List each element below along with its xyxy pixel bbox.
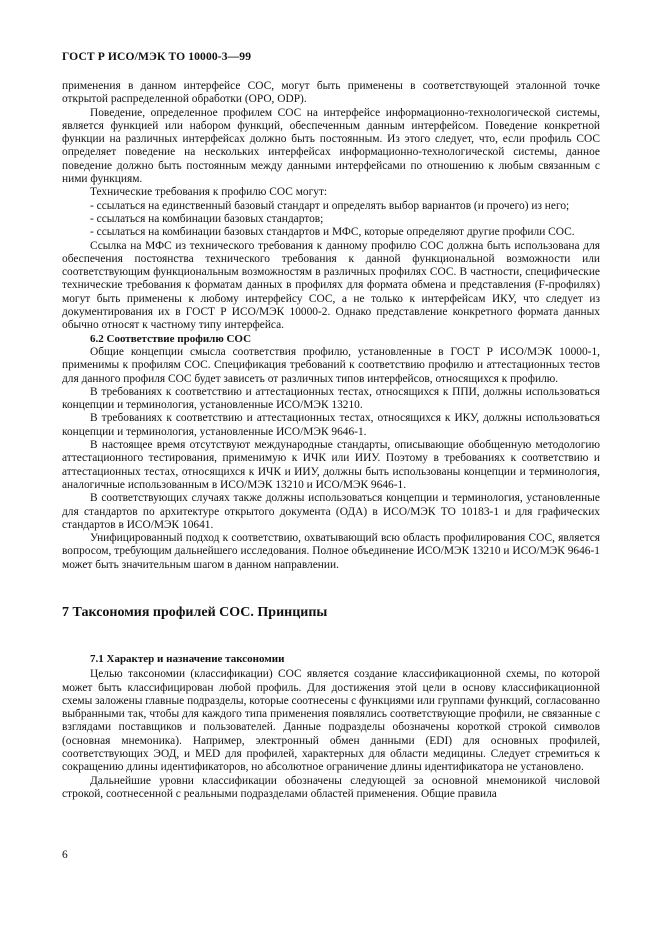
paragraph: В соответствующих случаях также должны использоваться концепции и терминология, установленные для стандартов по архитектуре открытого документа (ОДА) в ИСО/МЭК ТО 10183-1 и для графических стандартов в ИСО/МЭК 10641. bbox=[62, 492, 600, 531]
document-body bbox=[62, 80, 600, 801]
paragraph: Технические требования к профилю СОС могут: bbox=[90, 186, 328, 199]
list-item: - ссылаться на единственный базовый стандарт и определять выбор вариантов (и прочего) из него; bbox=[90, 199, 570, 212]
list-item: - ссылаться на комбинации базовых стандартов и МФС, которые определяют другие профили СОС. bbox=[90, 226, 575, 239]
section-7-heading: 7 Таксономия профилей СОС. Принципы bbox=[62, 604, 328, 620]
paragraph: В требованиях к соответствию и аттестационных тестах, относящихся к ППИ, должны использоваться концепции и терминология, установленные ИСО/МЭК 13210. bbox=[62, 385, 600, 412]
paragraph: применения в данном интерфейсе СОС, могут быть применены в соответствующей эталонной точке открытой распределенной обработки (ОРО, ODP). bbox=[62, 80, 600, 106]
paragraph: В требованиях к соответствию и аттестационных тестах, относящихся к ИКУ, должны использоваться концепции и терминология, установленные ИСО/МЭК 9646-1. bbox=[62, 412, 600, 438]
paragraph: Унифицированный подход к соответствию, охватывающий всю область профилирования СОС, является вопросом, требующим дальнейшего исследования. Полное объединение ИСО/МЭК 13210 и ИСО/МЭК 9646-1 может быть значительным шагом в данном направлении. bbox=[62, 532, 600, 571]
paragraph: Ссылка на МФС из технического требования к данному профилю СОС должна быть использована для обеспечения постоянства технического требования к данной функциональной возможности или соответствующим функциональным возможностям в различных профилях СОС. В частности, специфические технические требования к форматам данных в профилях для формата обмена и представления (F-профилях) могут быть применены к любому интерфейсу СОС, а не только к интерфейсам ИКУ, что следует из документирования их в ГОСТ Р ИСО/МЭК 10000-2. Однако представление конкретного формата данных обычно относят к частному типу интерфейса. bbox=[62, 239, 600, 332]
paragraph: Поведение, определенное профилем СОС на интерфейсе информационно-технологической системы, является функцией или набором функций, обеспеченным данным интерфейсом. Поведение конкретной функции на различных интерфейсах должно быть постоянным. Из этого следует, что, если профиль СОС определяет поведение на нескольких интерфейсах информационно-технологической системы, данное поведение должно быть постоянным между данными интерфейсами по отношению к любым связанным с ними функциям. bbox=[62, 106, 600, 186]
section-6-2-heading: 6.2 Соответствие профилю СОС bbox=[90, 332, 252, 345]
list-item: - ссылаться на комбинации базовых стандартов; bbox=[90, 212, 324, 225]
paragraph: В настоящее время отсутствуют международные стандарты, описывающие обобщенную методологию аттестационного тестирования, применимую к ИЧК или ИИУ. Поэтому в требованиях к соответствию и аттестационных тестах, относящихся к ИЧК и ИИУ, должны быть использованы концепции и терминология, аналогичные использованным в ИСО/МЭК 13210 и ИСО/МЭК 9646-1. bbox=[62, 439, 600, 491]
paragraph: Общие концепции смысла соответствия профилю, установленные в ГОСТ Р ИСО/МЭК 10000-1, применимы к профилям СОС. Спецификация требований к соответствию профилю и аттестационных тестов для данного профиля СОС будет зависеть от различных типов интерфейсов, относящихся к профилю. bbox=[62, 345, 600, 385]
page-number: 6 bbox=[62, 849, 68, 861]
page-header-title: ГОСТ Р ИСО/МЭК ТО 10000-3—99 bbox=[62, 50, 252, 63]
section-7-1-heading: 7.1 Характер и назначение таксономии bbox=[90, 652, 285, 665]
paragraph: Целью таксономии (классификации) СОС является создание классификационной схемы, по которой может быть классифицирован любой профиль. Для достижения этой цели в основу классификационной схемы заложены главные подразделы, которые соотнесены с функциями или группами функций, согласованно выбранными так, чтобы для каждого типа применения появлялись соответствующие профили, не связанные с взглядами поставщиков и пользователей. Данные подразделы обозначены короткой строкой символов (основная мнемоника). Например, электронный обмен данными (EDI) для основных профилей, соответствующих ЭОД, и MED для профилей, характерных для области медицины. Следует стремиться к сокращению длины идентификаторов, но абсолютное ограничение длины идентификатора не установлено. bbox=[62, 668, 600, 774]
paragraph: Дальнейшие уровни классификации обозначены следующей за основной мнемоникой числовой строкой, соотнесенной с реальными подразделами областей применения. Общие правила bbox=[62, 774, 600, 800]
